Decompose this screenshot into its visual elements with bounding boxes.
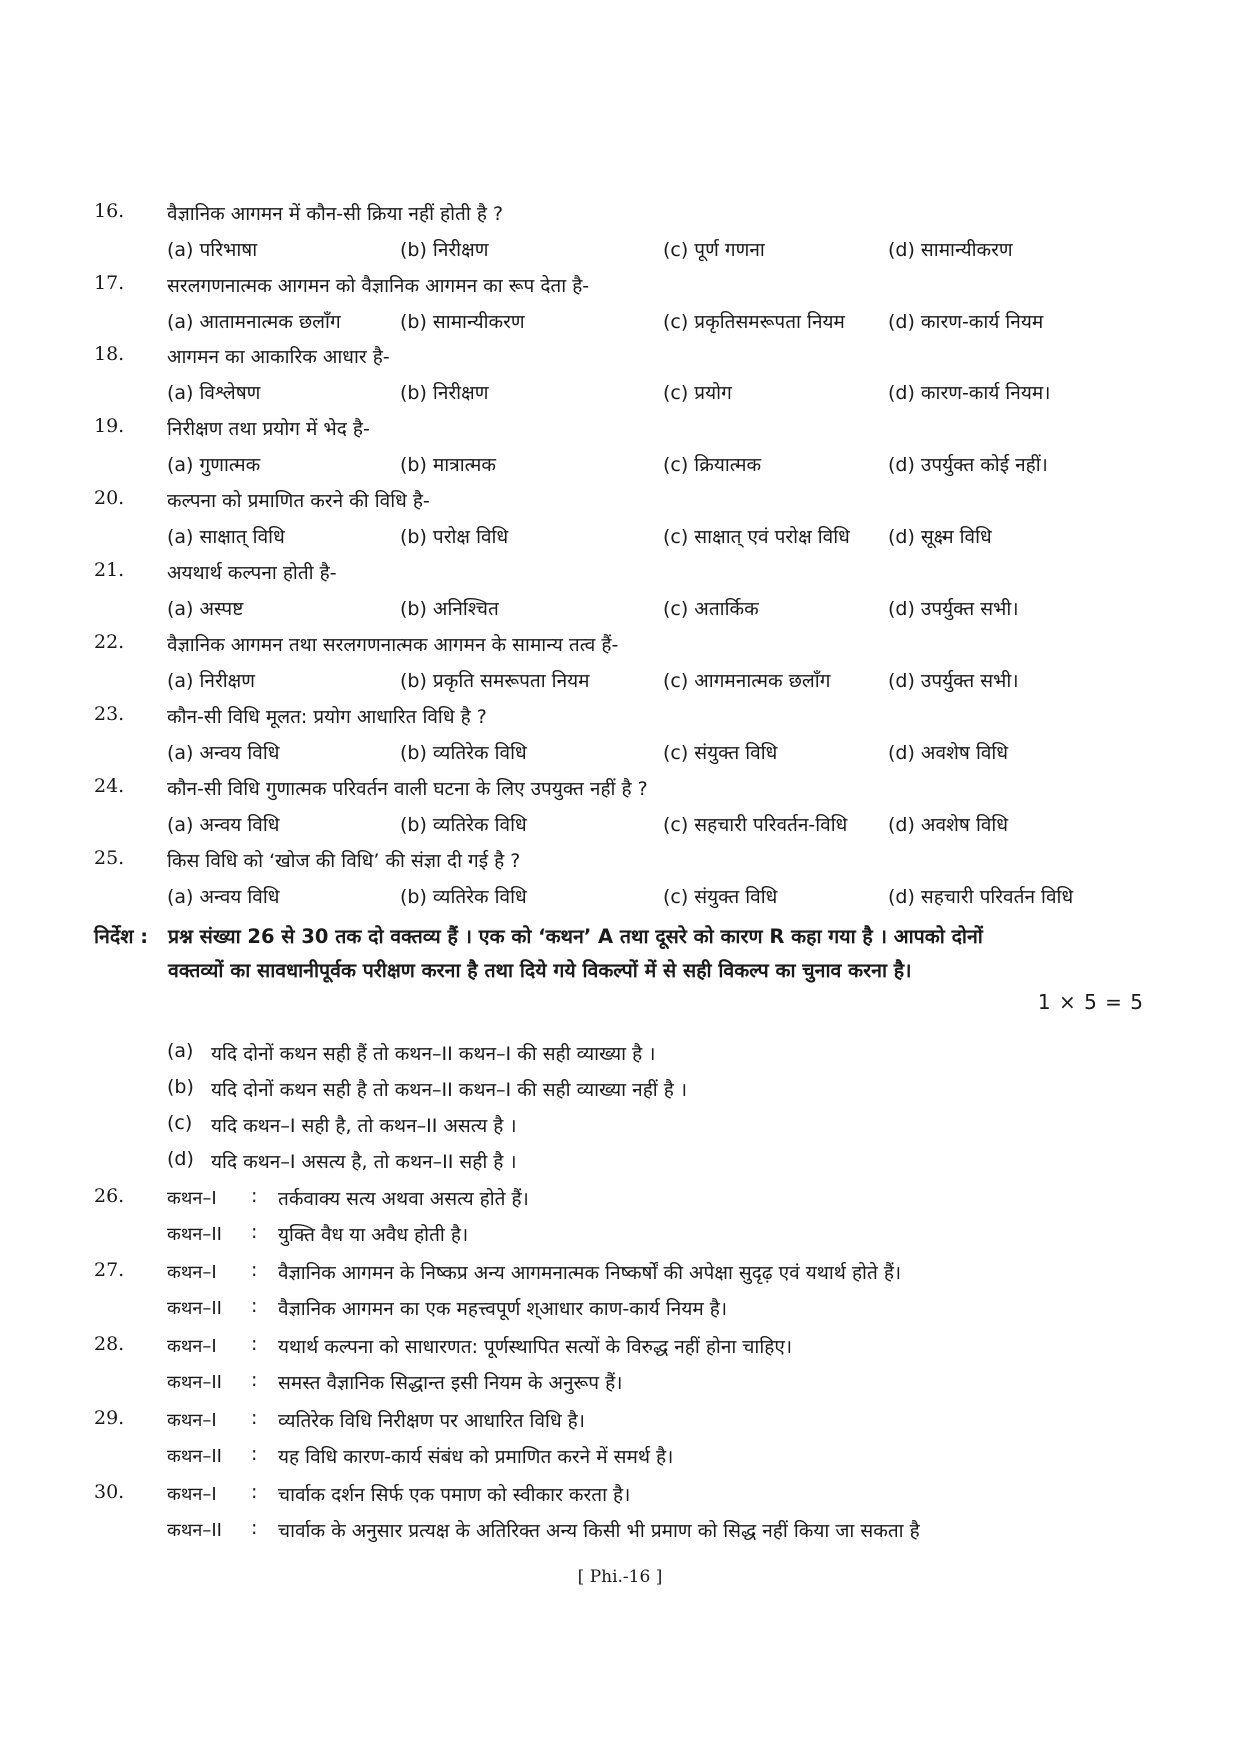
question-text: कौन-सी विधि गुणात्मक परिवर्तन वाली घटना के लिए उपयुक्त नहीं है ? (167, 778, 648, 800)
option-a: (a) अन्वय विधि (167, 886, 280, 908)
colon: : (251, 1295, 258, 1317)
colon: : (251, 1333, 258, 1355)
question-text: अयथार्थ कल्पना होती है- (167, 562, 337, 584)
statement-1: वैज्ञानिक आगमन के निष्कप्र अन्य आगमनात्मक निष्कर्षों की अपेक्षा सुदृढ़ एवं यथार्थ होते हैं। (278, 1262, 902, 1284)
option-d: (d) उपर्युक्त कोई नहीं। (888, 454, 1048, 476)
question-text: निरीक्षण तथा प्रयोग में भेद है- (167, 418, 370, 440)
statement-2-label: कथन–II (167, 1520, 222, 1541)
marks-scheme: 1 × 5 = 5 (1037, 990, 1144, 1014)
option-d: (d) कारण-कार्य नियम (888, 311, 1044, 333)
colon: : (251, 1481, 258, 1503)
option-a: (a) गुणात्मक (167, 454, 261, 476)
option-b: (b) निरीक्षण (400, 239, 489, 261)
statement-2-label: कथन–II (167, 1372, 222, 1393)
option-d: (d) सूक्ष्म विधि (888, 526, 992, 548)
colon: : (251, 1443, 258, 1465)
code-key: (b) (167, 1076, 194, 1098)
question-text: कल्पना को प्रमाणित करने की विधि है- (167, 490, 430, 512)
colon: : (251, 1517, 258, 1539)
option-c: (c) प्रयोग (663, 382, 732, 404)
statement-2: चार्वाक के अनुसार प्रत्यक्ष के अतिरिक्त अन्य किसी भी प्रमाण को सिद्ध नहीं किया जा सकता है (278, 1520, 920, 1542)
statement-1-label: कथन–I (167, 1336, 217, 1357)
option-b: (b) प्रकृति समरूपता नियम (400, 670, 590, 692)
option-c: (c) क्रियात्मक (663, 454, 762, 476)
statement-2: युक्ति वैध या अवैध होती है। (278, 1224, 469, 1246)
statement-1: व्यतिरेक विधि निरीक्षण पर आधारित विधि है। (278, 1410, 585, 1432)
question-number: 29. (94, 1407, 125, 1429)
question-number: 26. (94, 1185, 125, 1207)
question-number: 21. (94, 559, 125, 581)
statement-2-label: कथन–II (167, 1224, 222, 1245)
code-key: (a) (167, 1040, 194, 1062)
option-b: (b) परोक्ष विधि (400, 526, 509, 548)
code-text: यदि कथन–I असत्य है, तो कथन–II सही है । (211, 1151, 517, 1173)
option-a: (a) परिभाषा (167, 239, 258, 261)
option-b: (b) सामान्यीकरण (400, 311, 525, 333)
question-text: वैज्ञानिक आगमन तथा सरलगणनात्मक आगमन के सामान्य तत्व हैं- (167, 634, 619, 656)
statement-1-label: कथन–I (167, 1188, 217, 1209)
direction-line-1: प्रश्न संख्या 26 से 30 तक दो वक्तव्य हैं । एक को ‘कथन’ A तथा दूसरे को कारण R कहा गया है । आपको दोनों (168, 925, 983, 948)
option-b: (b) व्यतिरेक विधि (400, 742, 527, 764)
option-d: (d) अवशेष विधि (888, 814, 1009, 836)
option-b: (b) मात्रात्मक (400, 454, 496, 476)
option-d: (d) कारण-कार्य नियम। (888, 382, 1051, 404)
statement-2: वैज्ञानिक आगमन का एक महत्त्वपूर्ण श्आधार काण-कार्य नियम है। (278, 1298, 728, 1320)
option-d: (d) उपर्युक्त सभी। (888, 598, 1019, 620)
statement-1: चार्वाक दर्शन सिर्फ एक पमाण को स्वीकार करता है। (278, 1484, 631, 1506)
statement-2: समस्त वैज्ञानिक सिद्धान्त इसी नियम के अनुरूप हैं। (278, 1372, 623, 1394)
question-number: 19. (94, 415, 125, 437)
statement-1-label: कथन–I (167, 1484, 217, 1505)
option-c: (c) आगमनात्मक छलाँग (663, 670, 831, 692)
code-text: यदि दोनों कथन सही हैं तो कथन–II कथन–I की सही व्याख्या है । (211, 1043, 656, 1065)
direction-label: निर्देश : (94, 925, 149, 948)
question-text: सरलगणनात्मक आगमन को वैज्ञानिक आगमन का रूप देता है- (167, 275, 590, 297)
question-text: किस विधि को ‘खोज की विधि’ की संज्ञा दी गई है ? (167, 850, 521, 872)
colon: : (251, 1259, 258, 1281)
option-b: (b) व्यतिरेक विधि (400, 886, 527, 908)
question-number: 20. (94, 487, 125, 509)
question-number: 16. (94, 200, 125, 222)
option-a: (a) अन्वय विधि (167, 814, 280, 836)
option-a: (a) साक्षात् विधि (167, 526, 285, 548)
option-d: (d) उपर्युक्त सभी। (888, 670, 1019, 692)
option-b: (b) निरीक्षण (400, 382, 489, 404)
option-a: (a) अस्पष्ट (167, 598, 244, 620)
colon: : (251, 1369, 258, 1391)
question-number: 17. (94, 272, 125, 294)
option-c: (c) अतार्किक (663, 598, 759, 620)
page-footer: [ Phi.-16 ] (577, 1567, 663, 1587)
option-d: (d) सामान्यीकरण (888, 239, 1013, 261)
statement-1-label: कथन–I (167, 1262, 217, 1283)
option-d: (d) सहचारी परिवर्तन विधि (888, 886, 1074, 908)
question-number: 22. (94, 631, 125, 653)
direction-line-2: वक्तव्यों का सावधानीपूर्वक परीक्षण करना है तथा दिये गये विकल्पों में से सही विकल्प का चुनाव करना है। (168, 959, 912, 982)
code-key: (d) (167, 1148, 194, 1170)
option-c: (c) सहचारी परिवर्तन-विधि (663, 814, 848, 836)
code-key: (c) (167, 1112, 193, 1134)
colon: : (251, 1185, 258, 1207)
colon: : (251, 1407, 258, 1429)
option-a: (a) अन्वय विधि (167, 742, 280, 764)
option-b: (b) अनिश्चित (400, 598, 499, 620)
question-number: 23. (94, 703, 125, 725)
option-a: (a) निरीक्षण (167, 670, 256, 692)
question-number: 28. (94, 1333, 125, 1355)
code-text: यदि दोनों कथन सही है तो कथन–II कथन–I की सही व्याख्या नहीं है । (211, 1079, 688, 1101)
option-c: (c) साक्षात् एवं परोक्ष विधि (663, 526, 850, 548)
question-text: आगमन का आकारिक आधार है- (167, 346, 390, 368)
statement-1: तर्कवाक्य सत्य अथवा असत्य होते हैं। (278, 1188, 529, 1210)
question-number: 27. (94, 1259, 125, 1281)
question-number: 24. (94, 775, 125, 797)
option-c: (c) संयुक्त विधि (663, 742, 778, 764)
question-text: वैज्ञानिक आगमन में कौन-सी क्रिया नहीं होती है ? (167, 203, 504, 225)
statement-2-label: कथन–II (167, 1446, 222, 1467)
option-c: (c) प्रकृतिसमरूपता नियम (663, 311, 845, 333)
statement-2-label: कथन–II (167, 1298, 222, 1319)
question-number: 30. (94, 1481, 125, 1503)
statement-1-label: कथन–I (167, 1410, 217, 1431)
option-d: (d) अवशेष विधि (888, 742, 1009, 764)
option-c: (c) संयुक्त विधि (663, 886, 778, 908)
question-number: 25. (94, 847, 125, 869)
statement-2: यह विधि कारण-कार्य संबंध को प्रमाणित करने में समर्थ है। (278, 1446, 674, 1468)
code-text: यदि कथन–I सही है, तो कथन–II असत्य है । (211, 1115, 517, 1137)
option-c: (c) पूर्ण गणना (663, 239, 765, 261)
option-b: (b) व्यतिरेक विधि (400, 814, 527, 836)
colon: : (251, 1221, 258, 1243)
option-a: (a) विश्लेषण (167, 382, 261, 404)
option-a: (a) आतामनात्मक छलाँग (167, 311, 341, 333)
question-text: कौन-सी विधि मूलत: प्रयोग आधारित विधि है ? (167, 706, 487, 728)
statement-1: यथार्थ कल्पना को साधारणत: पूर्णस्थापित सत्यों के विरुद्ध नहीं होना चाहिए। (278, 1336, 793, 1358)
question-number: 18. (94, 343, 125, 365)
